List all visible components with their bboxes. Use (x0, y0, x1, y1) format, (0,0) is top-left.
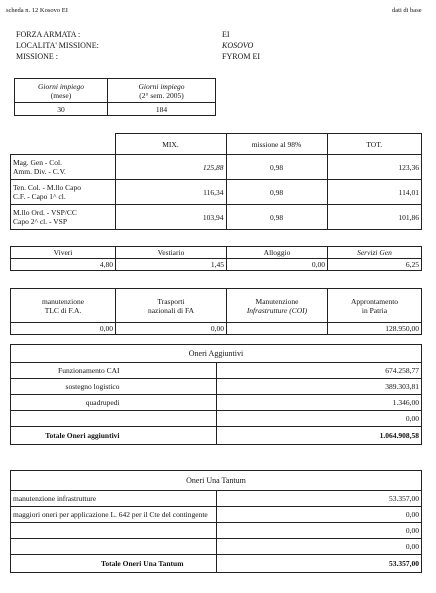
tantum-row-label (11, 539, 217, 555)
vestiario-header: Vestiario (116, 247, 227, 259)
giorni-sem-header: Giorni impiego (2° sem. 2005) (108, 79, 216, 103)
mix-row-mix: 125,88 (115, 155, 226, 180)
localita-label: LOCALITA' MISSIONE: (16, 41, 99, 50)
missione-pct-header: missione al 98% (226, 134, 327, 155)
mix-corner (11, 134, 116, 155)
tantum-row-label: maggiori oneri per applicazione L. 642 per il Cte del contingente (11, 507, 217, 523)
mix-row-label: M.llo Ord. - VSP/CC Capo 2^ cl. - VSP (11, 205, 116, 230)
trasporti-header: Trasporti nazionali di FA (116, 289, 227, 323)
oneri-row-label (11, 411, 217, 427)
giorni-mese-value: 30 (15, 103, 108, 116)
mix-header: MIX. (115, 134, 226, 155)
manut-tlc-header: manutenzione TLC di F.A. (11, 289, 116, 323)
tantum-row (11, 507, 422, 523)
oneri-row-label: Funzionamento CAI (11, 363, 217, 379)
giorni-table (14, 78, 216, 116)
oneri-total-value: 1.064.908,58 (216, 427, 422, 445)
alloggio-header: Alloggio (227, 247, 328, 259)
giorni-sem-value: 184 (108, 103, 216, 116)
mix-row-label: Ten. Col. - M.llo Capo C.F. - Capo 1^ cl. (11, 180, 116, 205)
manut-infra-value (227, 323, 328, 335)
viveri-header: Viveri (11, 247, 116, 259)
tantum-total-label: Totale Oneri Una Tantum (11, 555, 217, 573)
oneri-aggiuntivi-title: Oneri Aggiuntivi (11, 345, 422, 363)
tantum-row (11, 523, 422, 539)
servizi-gen-value: 6,25 (328, 259, 422, 271)
approntamento-value: 128.950,00 (328, 323, 422, 335)
mix-table (10, 133, 422, 230)
oneri-row-label: sostegno logistico (11, 379, 217, 395)
manut-infra-header: Manutenzione Infrastrutture (COI) (227, 289, 328, 323)
mix-row (11, 155, 422, 180)
approntamento-header: Approntamento in Patria (328, 289, 422, 323)
oneri-aggiuntivi-table (10, 344, 422, 445)
alloggio-value: 0,00 (227, 259, 328, 271)
oneri-row (11, 379, 422, 395)
localita-value: KOSOVO (222, 41, 254, 50)
oneri-row-value: 0,00 (216, 411, 422, 427)
oneri-row-value: 1.346,00 (216, 395, 422, 411)
oneri-row-value: 674.258,77 (216, 363, 422, 379)
tot-header: TOT. (327, 134, 422, 155)
mix-row (11, 205, 422, 230)
trasporti-value: 0,00 (116, 323, 227, 335)
viveri-value: 4,80 (11, 259, 116, 271)
tantum-row-value: 0,00 (216, 539, 422, 555)
mix-row-tot: 101,86 (327, 205, 422, 230)
servizi-gen-header: Servizi Gen (328, 247, 422, 259)
tantum-row-label: manutenzione infrastrutture (11, 491, 217, 507)
oneri-una-tantum-title: Oneri Una Tantum (11, 471, 422, 491)
mix-row-pct: 0,98 (226, 180, 327, 205)
mix-row-pct: 0,98 (226, 205, 327, 230)
manut-tlc-value: 0,00 (11, 323, 116, 335)
mix-row-tot: 123,36 (327, 155, 422, 180)
tantum-row-value: 0,00 (216, 523, 422, 539)
mix-row-mix: 116,34 (115, 180, 226, 205)
tantum-row-value: 53.357,00 (216, 491, 422, 507)
missione-value: FYROM EI (222, 52, 261, 61)
forza-armata-value: EI (222, 30, 230, 39)
mix-row-label: Mag. Gen - Col. Amm. Div. - C.V. (11, 155, 116, 180)
manutenzione-table (10, 288, 422, 335)
vestiario-value: 1,45 (116, 259, 227, 271)
missione-label: MISSIONE : (16, 52, 59, 61)
tantum-row-value: 0,00 (216, 507, 422, 523)
mix-row-pct: 0,98 (226, 155, 327, 180)
oneri-row (11, 363, 422, 379)
oneri-total-label: Totale Oneri aggiuntivi (11, 427, 217, 445)
mix-row (11, 180, 422, 205)
tantum-total-value: 53.357,00 (216, 555, 422, 573)
dati-label: dati di base (392, 7, 422, 14)
giorni-mese-header: Giorni impiego (mese) (15, 79, 108, 103)
mix-row-mix: 103,94 (115, 205, 226, 230)
oneri-row-value: 389.303,81 (216, 379, 422, 395)
oneri-row-label: quadrupedi (11, 395, 217, 411)
oneri-row (11, 411, 422, 427)
forza-armata-label: FORZA ARMATA : (16, 30, 81, 39)
scheda-label: scheda n. 12 Kosovo EI (6, 7, 68, 14)
tantum-row (11, 539, 422, 555)
tantum-row-label (11, 523, 217, 539)
tantum-row (11, 491, 422, 507)
oneri-una-tantum-table (10, 470, 422, 573)
viveri-table (10, 246, 422, 271)
mix-row-tot: 114,01 (327, 180, 422, 205)
oneri-row (11, 395, 422, 411)
